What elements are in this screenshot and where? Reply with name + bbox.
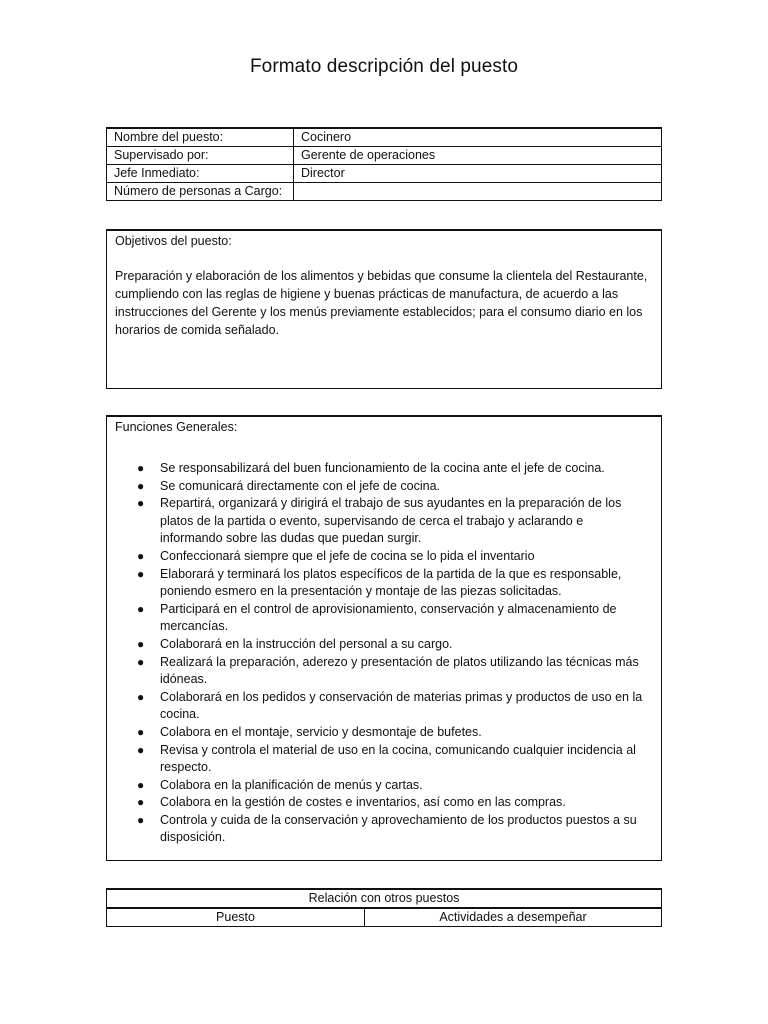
staff-count-value [294,183,662,201]
list-item-text: Se comunicará directamente con el jefe de cocina. [160,478,441,493]
bullet-icon: ● [137,601,145,616]
table-row [107,128,662,147]
list-item [107,654,661,689]
list-item [107,601,661,636]
functions-section [106,415,662,861]
list-item [107,548,661,566]
list-item-text: Colaborará en los pedidos y conservación de materias primas y productos de uso en la cocina. [160,689,643,722]
list-item-text: Colabora en la planificación de menús y cartas. [160,777,423,792]
list-item-text: Repartirá, organizará y dirigirá el trabajo de sus ayudantes en la preparación de los platos de la partida o evento, supervisando de cerca el trabajo y aclarando e informando sobre las dudas que puedan surgir. [160,496,622,546]
immediate-boss-label: Jefe Inmediato: [107,165,294,183]
bullet-icon: ● [137,548,145,563]
bullet-icon: ● [137,654,145,669]
objectives-section [106,229,662,389]
list-item [107,566,661,601]
list-item-text: Se responsabilizará del buen funcionamiento de la cocina ante el jefe de cocina. [160,461,605,475]
bullet-icon: ● [137,689,145,704]
list-item [107,777,661,795]
relations-heading: Relación con otros puestos [107,889,662,908]
functions-heading: Funciones Generales: [115,420,238,434]
job-name-value: Cocinero [294,128,662,147]
list-item-text: Colabora en el montaje, servicio y desmontaje de bufetes. [160,724,482,739]
objectives-heading: Objetivos del puesto: [115,234,232,248]
column-header-puesto: Puesto [107,908,365,927]
list-item [107,478,661,496]
list-item [107,636,661,654]
staff-count-label: Número de personas a Cargo: [107,183,294,201]
relations-table [106,888,662,927]
list-item-text: Colaborará en la instrucción del personal a su cargo. [160,636,453,651]
list-item-text: Colabora en la gestión de costes e inventarios, así como en las compras. [160,795,566,810]
list-item [107,460,661,478]
bullet-icon: ● [137,461,145,475]
list-item [107,724,661,742]
supervised-by-value: Gerente de operaciones [294,147,662,165]
list-item-text: Confeccionará siempre que el jefe de cocina se lo pida el inventario [160,548,535,563]
bullet-icon: ● [137,724,145,739]
list-item-text: Revisa y controla el material de uso en la cocina, comunicando cualquier incidencia al respecto. [160,742,636,775]
table-row [107,165,662,183]
job-info-table [106,127,662,201]
bullet-icon: ● [137,795,145,810]
list-item [107,812,661,847]
column-header-actividades: Actividades a desempeñar [365,908,662,927]
list-item [107,689,661,724]
page-title: Formato descripción del puesto [249,56,519,77]
bullet-icon: ● [137,742,145,757]
table-row [107,183,662,201]
list-item [107,495,661,548]
list-item-text: Elaborará y terminará los platos específicos de la partida de la que es responsable, poniendo esmero en la presentación y montaje de las piezas solicitadas. [160,566,622,599]
bullet-icon: ● [137,478,145,493]
bullet-icon: ● [137,566,145,581]
bullet-icon: ● [137,636,145,651]
bullet-icon: ● [137,496,145,511]
table-row [107,889,662,908]
list-item [107,794,661,812]
list-item [107,742,661,777]
functions-list [107,460,661,847]
bullet-icon: ● [137,777,145,792]
supervised-by-label: Supervisado por: [107,147,294,165]
list-item-text: Participará en el control de aprovisionamiento, conservación y almacenamiento de mercancías. [160,601,617,634]
objectives-text: Preparación y elaboración de los alimentos y bebidas que consume la clientela del Restaurante, cumpliendo con las reglas de higiene y buenas prácticas de manufactura, de acuerdo a las instrucciones del Gerente y los menús previamente establecidos; para el consumo diario en los horarios de comida señalado. [115,269,648,337]
job-name-label: Nombre del puesto: [107,128,294,147]
table-row [107,908,662,927]
table-row [107,147,662,165]
list-item-text: Controla y cuida de la conservación y aprovechamiento de los productos puestos a su disposición. [160,812,637,845]
immediate-boss-value: Director [294,165,662,183]
list-item-text: Realizará la preparación, aderezo y presentación de platos utilizando las técnicas más idóneas. [160,654,639,687]
bullet-icon: ● [137,812,145,827]
